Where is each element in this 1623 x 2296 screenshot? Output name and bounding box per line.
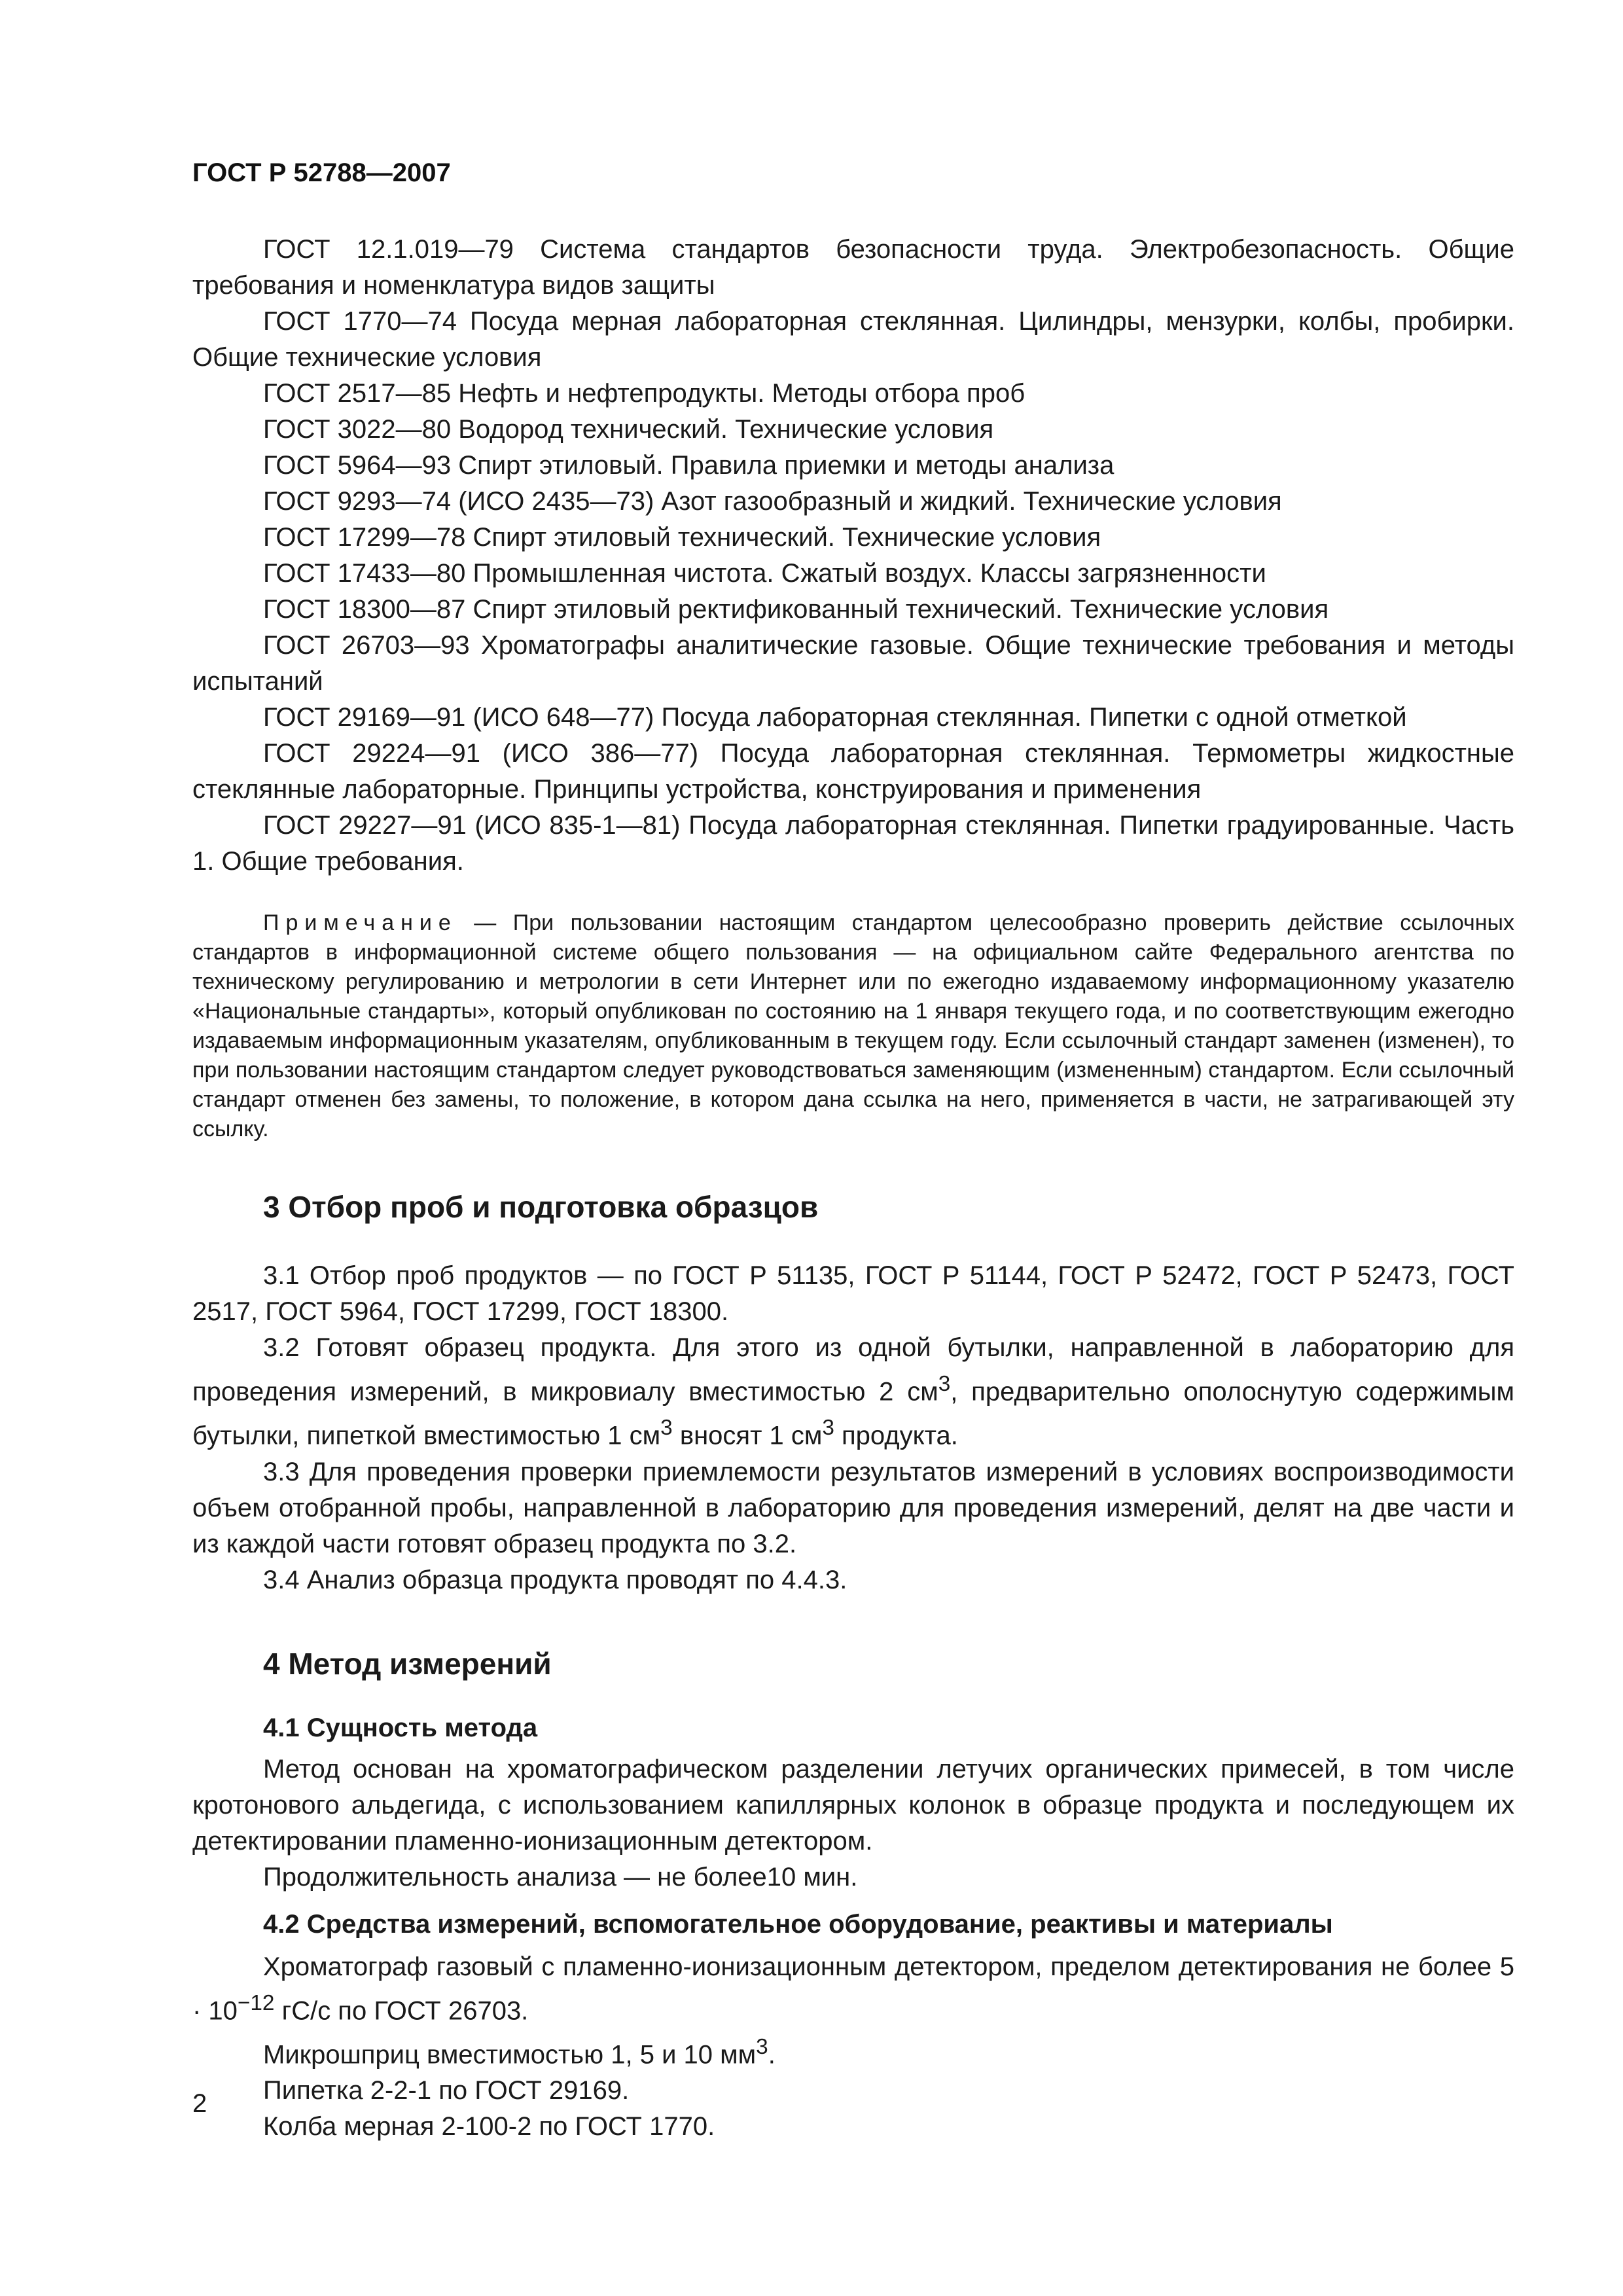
paragraph-3-2 [192, 1330, 1514, 1454]
paragraph-4-2-1 [192, 1949, 1514, 2029]
superscript: 3 [938, 1372, 951, 1396]
reference-item: ГОСТ 12.1.019—79 Система стандартов безопасности труда. Электробезопасность. Общие требования и номенклатура видов защиты [192, 235, 1514, 300]
paragraph-4-2-2 [192, 2029, 1514, 2073]
reference-item: ГОСТ 26703—93 Хроматографы аналитические газовые. Общие технические требования и методы испытаний [192, 631, 1514, 696]
superscript: −12 [237, 1990, 275, 2015]
text-run: Хроматограф газовый с пламенно-ионизационным детектором, пределом детектирования не более 5 · 10 [192, 1952, 1514, 2025]
reference-item: ГОСТ 17299—78 Спирт этиловый технический. Технические условия [263, 523, 1101, 552]
paragraph-4-2-3: Пипетка 2-2-1 по ГОСТ 29169. [263, 2076, 630, 2106]
text-run: продукта. [834, 1421, 958, 1450]
paragraph-4-2-4: Колба мерная 2-100-2 по ГОСТ 1770. [263, 2112, 715, 2142]
page-content [192, 154, 1514, 2145]
paragraph-4-1-2: Продолжительность анализа — не более10 мин. [263, 1862, 858, 1892]
reference-item: ГОСТ 1770—74 Посуда мерная лабораторная стеклянная. Цилиндры, мензурки, колбы, пробирки. Общие технические условия [192, 307, 1514, 372]
reference-item: ГОСТ 29227—91 (ИСО 835-1—81) Посуда лабораторная стеклянная. Пипетки градуированные. Часть 1. Общие требования. [192, 811, 1514, 876]
text-run: гС/с по ГОСТ 26703. [274, 1996, 529, 2025]
superscript: 3 [756, 2034, 768, 2059]
superscript: 3 [660, 1416, 673, 1441]
note-text: — При пользовании настоящим стандартом целесообразно проверить действие ссылочных стандартов в информационной системе общего пользования — на официальном сайте Федерального агентства по техническому регулированию и метрологии в сети Интернет или по ежегодно издаваемому информационному указателю «Национальные стандарты», который опубликован по состоянию на 1 января текущего года, и по соответствующим ежегодно издаваемым информационным указателям, опубликованным в текущем году. Если ссылочный стандарт заменен (изменен), то при пользовании настоящим стандартом следует руководствоваться заменяющим (измененным) стандартом. Если ссылочный стандарт отменен без замены, то положение, в котором дана ссылка на него, применяется в части, не затрагивающей эту ссылку. [192, 910, 1514, 1141]
text-run: Микрошприц вместимостью 1, 5 и 10 мм [263, 2040, 757, 2070]
section-3 [192, 1187, 1514, 1598]
note-label: Примечание [263, 910, 457, 935]
text-run: , предварительно ополоснутую содержимым бутылки, пипеткой вместимостью 1 см [192, 1377, 1514, 1450]
paragraph-3-4: 3.4 Анализ образца продукта проводят по 4.4.3. [263, 1565, 847, 1594]
paragraph-4-1-1: Метод основан на хроматографическом разделении летучих органических примесей, в том числе кротонового альдегида, с использованием капиллярных колонок в образце продукта и последующем их детектировании пламенно-ионизационным детектором. [192, 1754, 1514, 1856]
reference-item: ГОСТ 3022—80 Водород технический. Технические условия [263, 415, 994, 444]
subsection-4-2-heading: 4.2 Средства измерений, вспомогательное оборудование, реактивы и материалы [263, 1909, 1333, 1939]
subsection-4-1 [192, 1710, 1514, 1895]
paragraph-3-3: 3.3 Для проведения проверки приемлемости результатов измерений в условиях воспроизводимости объем отобранной пробы, направленной в лабораторию для проведения измерений, делят на две части и из каждой части готовят образец продукта по 3.2. [192, 1457, 1514, 1558]
reference-item: ГОСТ 2517—85 Нефть и нефтепродукты. Методы отбора проб [263, 379, 1026, 408]
reference-item: ГОСТ 29169—91 (ИСО 648—77) Посуда лабораторная стеклянная. Пипетки с одной отметкой [263, 703, 1407, 732]
reference-item: ГОСТ 18300—87 Спирт этиловый ректификованный технический. Технические условия [263, 595, 1329, 624]
reference-item: ГОСТ 17433—80 Промышленная чистота. Сжатый воздух. Классы загрязненности [263, 559, 1266, 588]
paragraph-3-1: 3.1 Отбор проб продуктов — по ГОСТ Р 51135, ГОСТ Р 51144, ГОСТ Р 52472, ГОСТ Р 52473, ГОСТ 2517, ГОСТ 5964, ГОСТ 17299, ГОСТ 18300. [192, 1261, 1514, 1326]
note-paragraph [192, 908, 1514, 1144]
page-number: 2 [192, 2089, 207, 2118]
text-run: . [768, 2040, 776, 2070]
text-run: вносят 1 см [672, 1421, 823, 1450]
reference-item: ГОСТ 29224—91 (ИСО 386—77) Посуда лабораторная стеклянная. Термометры жидкостные стеклянные лабораторные. Принципы устройства, конструирования и применения [192, 739, 1514, 804]
reference-item: ГОСТ 9293—74 (ИСО 2435—73) Азот газообразный и жидкий. Технические условия [263, 487, 1282, 516]
section-4-heading: 4 Метод измерений [263, 1646, 552, 1681]
subsection-4-2 [192, 1906, 1514, 2145]
document-header: ГОСТ Р 52788—2007 [192, 158, 451, 187]
superscript: 3 [822, 1416, 834, 1441]
normative-references-list [192, 232, 1514, 880]
section-3-heading: 3 Отбор проб и подготовка образцов [263, 1190, 819, 1224]
section-4 [192, 1644, 1514, 2145]
text-run: 3.2 Готовят образец продукта. Для этого из одной бутылки, направленной в лабораторию для проведения измерений, в микровиалу вместимостью 2 см [192, 1333, 1514, 1407]
reference-item: ГОСТ 5964—93 Спирт этиловый. Правила приемки и методы анализа [263, 451, 1115, 480]
subsection-4-1-heading: 4.1 Сущность метода [263, 1713, 538, 1742]
